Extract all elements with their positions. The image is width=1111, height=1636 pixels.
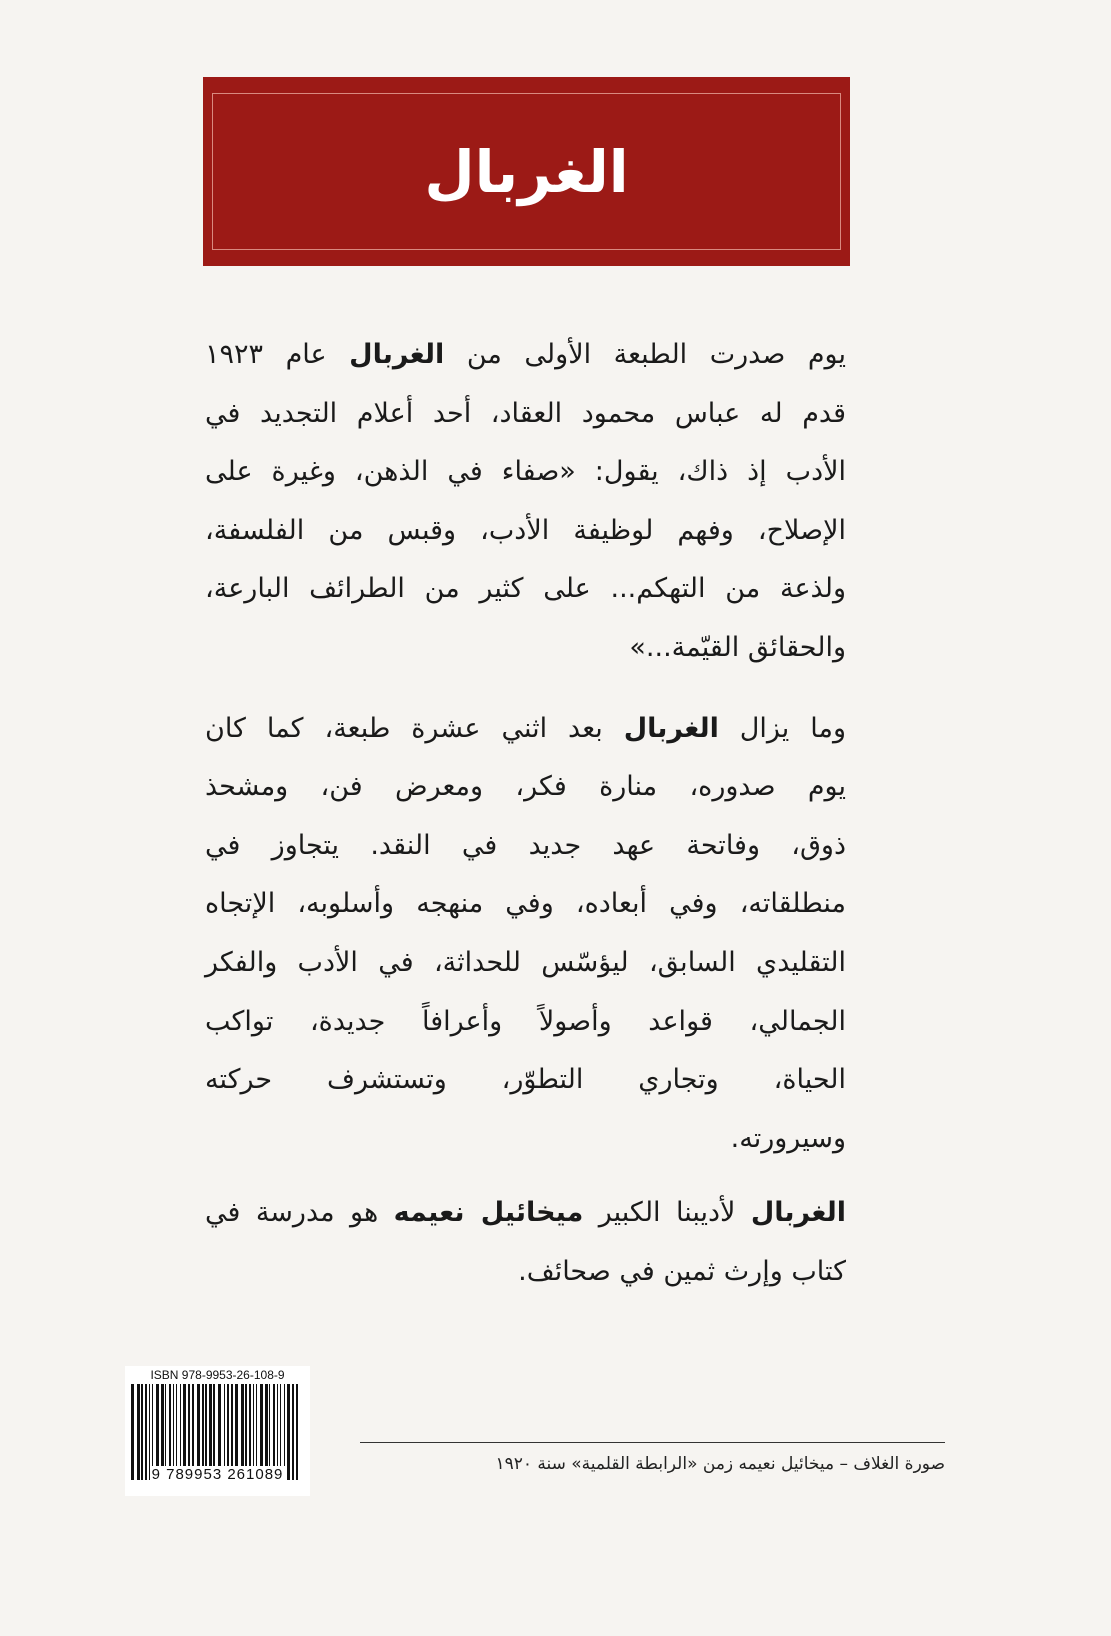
text-segment: كتاب وإرث ثمين في صحائف. [518,1255,846,1287]
barcode-digits-text: 9 789953 261089 [151,1466,284,1483]
text-segment: عام ١٩٢٣ [205,339,350,370]
text-line [205,758,846,817]
text-segment: الأدب إذ ذاك، يقول: «صفاء في الذهن، وغيرة على [205,456,846,488]
text-segment: ولذعة من التهكم... على كثير من الطرائف البارعة، [205,573,846,605]
paragraph [205,1184,846,1301]
text-line [205,934,846,993]
text-line [205,1184,846,1243]
text-segment: والحقائق القيّمة...» [629,631,846,663]
title-banner [203,77,850,266]
text-segment: الجمالي، قواعد وأصولاً وأعرافاً جديدة، تواكب [205,1005,846,1037]
title-frame [212,93,841,250]
text-segment: لأديبنا الكبير [583,1197,751,1229]
text-segment: منطلقاته، وفي أبعاده، وفي منهجه وأسلوبه، الإتجاه [205,888,846,920]
text-line [205,700,846,759]
book-title: الغربال [424,137,629,206]
text-segment: التقليدي السابق، ليؤسّس للحداثة، في الأدب والفكر [205,946,846,978]
caption-rule [360,1442,945,1443]
text-line [205,1051,846,1110]
text-segment: الحياة، وتجاري التطوّر، وتستشرف حركته [205,1064,846,1096]
text-segment: هو مدرسة في [205,1197,394,1229]
bold-text: الغربال [623,712,719,744]
text-line [205,502,846,561]
paragraph [205,326,846,678]
text-line [205,560,846,619]
text-line [205,443,846,502]
barcode-digits [125,1466,310,1483]
text-segment: ذوق، وفاتحة عهد جديد في النقد. يتجاوز في [205,829,846,861]
text-line [205,875,846,934]
paragraph [205,700,846,1169]
text-segment: يوم صدوره، منارة فكر، ومعرض فن، ومشحذ [205,771,846,803]
text-line [205,385,846,444]
text-line [205,326,846,385]
text-segment: يوم صدرت الطبعة الأولى من [444,339,847,370]
blurb-text [205,326,846,1324]
text-segment: قدم له عباس محمود العقاد، أحد أعلام التجديد في [205,397,846,429]
text-line [205,619,846,678]
text-segment: بعد اثني عشرة طبعة، كما كان [205,712,624,744]
text-line [205,817,846,876]
isbn-barcode [125,1366,310,1496]
bold-text: ميخائيل نعيمه [393,1197,584,1229]
text-line [205,1110,846,1169]
isbn-label: ISBN 978-9953-26-108-9 [150,1368,285,1382]
text-line [205,1243,846,1302]
cover-photo-caption: صورة الغلاف – ميخائيل نعيمه زمن «الرابطة القلمية» سنة ١٩٢٠ [495,1454,945,1474]
bold-text: الغربال [750,1197,846,1229]
text-segment: الإصلاح، وفهم لوظيفة الأدب، وقبس من الفلسفة، [205,514,846,546]
bold-text: الغربال [349,339,445,370]
text-segment: وما يزال [718,712,846,744]
text-line [205,993,846,1052]
text-segment: وسيرورته. [730,1122,846,1154]
